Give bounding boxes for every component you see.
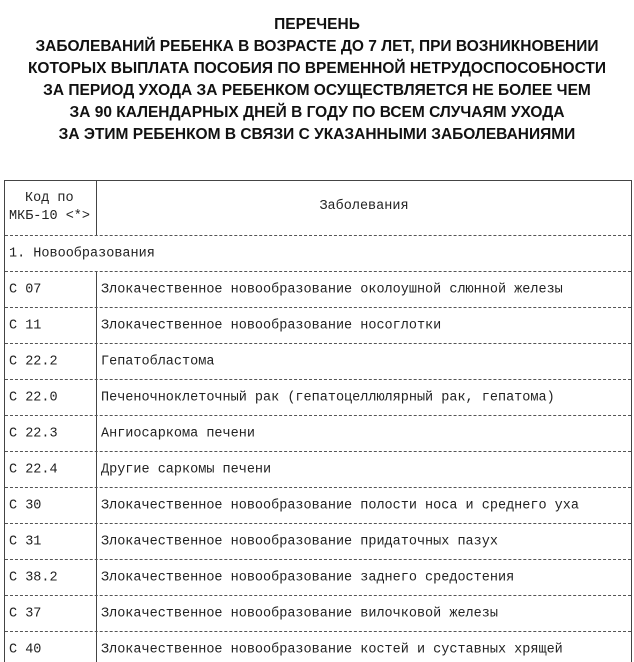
header-name-label: Заболевания (319, 199, 409, 214)
row-name: Злокачественное новообразование околоушной слюнной железы (101, 282, 563, 297)
header-code-line1: Код по (25, 191, 74, 206)
row-name: Злокачественное новообразование костей и суставных хрящей (101, 642, 563, 657)
row-name: Злокачественное новообразование носоглотки (101, 318, 442, 333)
row-name: Злокачественное новообразование вилочковой железы (101, 606, 498, 621)
table-row (5, 524, 631, 560)
title-line: ЗАБОЛЕВАНИЙ РЕБЕНКА В ВОЗРАСТЕ ДО 7 ЛЕТ, ПРИ ВОЗНИКНОВЕНИИ (35, 38, 599, 55)
section-label: 1. Новообразования (9, 246, 155, 261)
row-name: Злокачественное новообразование придаточных пазух (101, 534, 498, 549)
table-row (5, 308, 631, 344)
title-line: ПЕРЕЧЕНЬ (274, 16, 360, 33)
section-row (5, 236, 631, 272)
row-name: Злокачественное новообразование заднего средостения (101, 570, 515, 585)
row-name: Гепатобластома (101, 354, 215, 369)
document-title (0, 14, 634, 146)
row-code: С 40 (9, 642, 42, 657)
table-row (5, 560, 631, 596)
row-code: С 22.4 (9, 462, 58, 477)
row-code: С 07 (9, 282, 42, 297)
row-code: С 38.2 (9, 570, 58, 585)
header-name-cell (97, 181, 631, 235)
row-code: С 22.2 (9, 354, 58, 369)
title-line: ЗА ПЕРИОД УХОДА ЗА РЕБЕНКОМ ОСУЩЕСТВЛЯЕТСЯ НЕ БОЛЕЕ ЧЕМ (43, 82, 591, 99)
title-line: ЗА 90 КАЛЕНДАРНЫХ ДНЕЙ В ГОДУ ПО ВСЕМ СЛУЧАЯМ УХОДА (69, 104, 565, 121)
row-name: Печеночноклеточный рак (гепатоцеллюлярный рак, гепатома) (101, 390, 555, 405)
table-row (5, 344, 631, 380)
table-row (5, 488, 631, 524)
header-code-line2: МКБ-10 <*> (9, 209, 91, 224)
table-row (5, 380, 631, 416)
table-row (5, 632, 631, 662)
row-code: С 11 (9, 318, 42, 333)
row-name: Ангиосаркома печени (101, 426, 255, 441)
row-code: С 30 (9, 498, 42, 513)
row-code: С 22.3 (9, 426, 58, 441)
diseases-table (4, 180, 632, 662)
header-code-cell (5, 181, 97, 235)
row-name: Злокачественное новообразование полости носа и среднего уха (101, 498, 579, 513)
table-row (5, 272, 631, 308)
row-code: С 37 (9, 606, 42, 621)
row-code: С 31 (9, 534, 42, 549)
table-header-row (5, 181, 631, 236)
row-name: Другие саркомы печени (101, 462, 272, 477)
title-line: КОТОРЫХ ВЫПЛАТА ПОСОБИЯ ПО ВРЕМЕННОЙ НЕТРУДОСПОСОБНОСТИ (27, 60, 607, 77)
table-row (5, 416, 631, 452)
table-row (5, 596, 631, 632)
table-row (5, 452, 631, 488)
title-line: ЗА ЭТИМ РЕБЕНКОМ В СВЯЗИ С УКАЗАННЫМИ ЗАБОЛЕВАНИЯМИ (58, 126, 576, 143)
row-code: С 22.0 (9, 390, 58, 405)
